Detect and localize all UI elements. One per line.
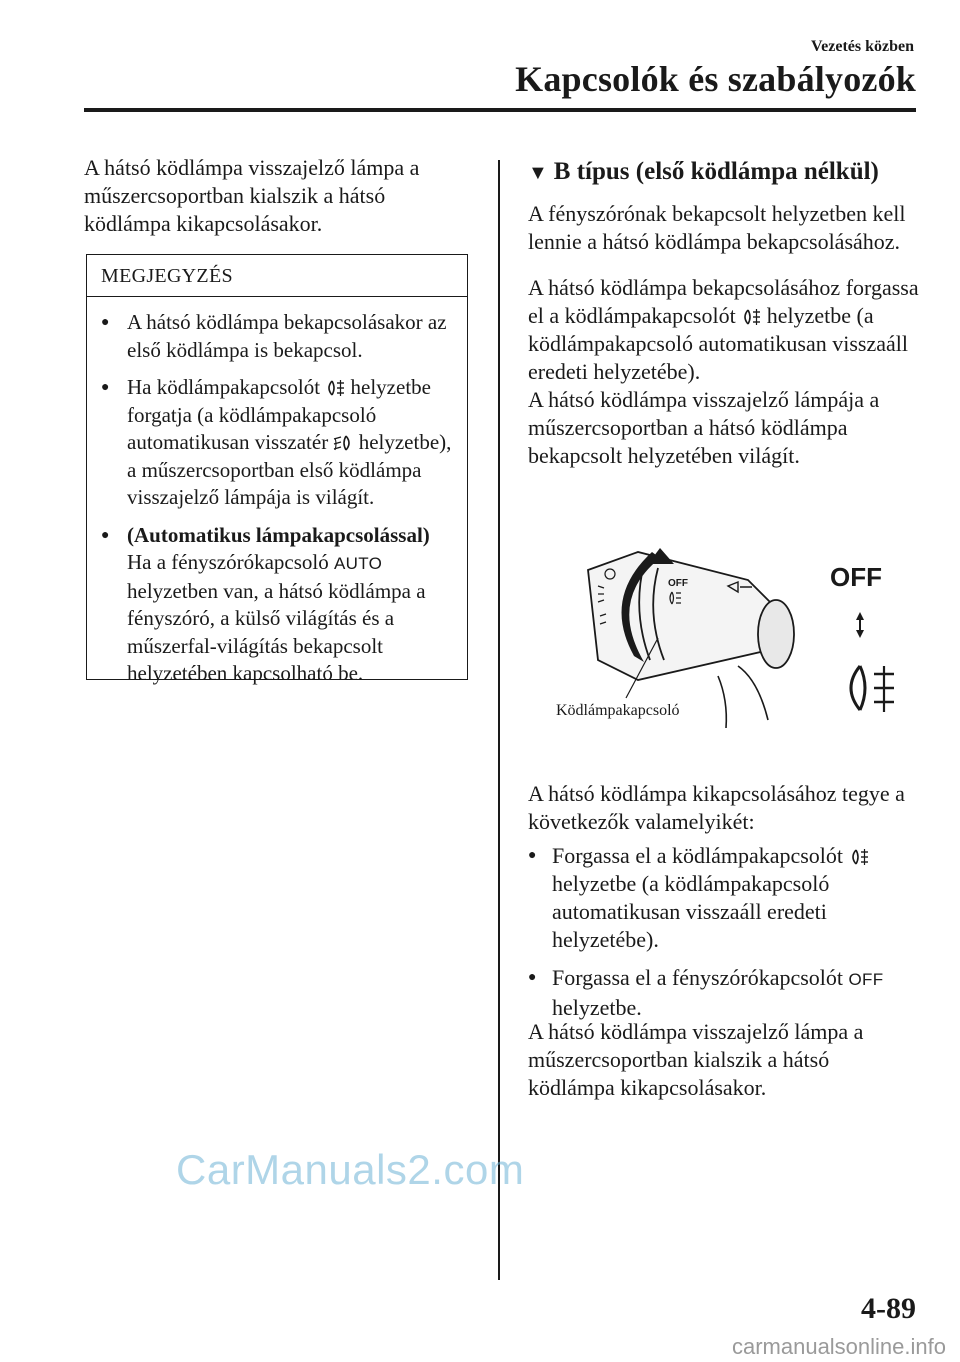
paragraph-4: A hátsó ködlámpa visszajelző lámpa a műszercsoportban kialszik a hátsó ködlámpa kikapcsolásakor.: [528, 1019, 864, 1100]
bullet-icon: ●: [101, 315, 110, 330]
paragraph-3: A hátsó ködlámpa kikapcsolásához tegye a következők valamelyikét:: [528, 781, 905, 834]
column-divider: [498, 160, 500, 1280]
paragraph-2: A hátsó ködlámpa bekapcsolásához forgassa el a ködlámpakapcsolót helyzetbe (a ködlámpakapcsoló automatikusan visszaáll eredeti helyzetébe). A hátsó ködlámpa visszajelző lámpája a műszercsoportban a hátsó ködlámpa bekapcsolt helyzetében világít.: [528, 275, 919, 468]
footer-watermark: carmanualsonline.info: [731, 1334, 946, 1359]
bullet-icon: ●: [528, 970, 537, 985]
auto-symbol: AUTO: [334, 554, 383, 573]
stalk-off-label: OFF: [668, 578, 688, 589]
intro-paragraph: A hátsó ködlámpa visszajelző lámpa a műszercsoportban kialszik a hátsó ködlámpa kikapcsolásakor.: [84, 155, 420, 236]
header-rule: [84, 108, 916, 112]
off-steps-list: [528, 842, 920, 1032]
note-heading: MEGJEGYZÉS: [87, 255, 467, 297]
note-box: [86, 254, 468, 685]
paragraph-1: A fényszórónak bekapcsolt helyzetben kell lennie a hátsó ködlámpa bekapcsolásához.: [528, 201, 906, 254]
front-fog-icon: [333, 434, 353, 452]
rear-fog-large-icon: [851, 666, 894, 712]
section-label: Vezetés közben: [811, 38, 914, 55]
double-arrow-icon: [856, 612, 864, 638]
list-item: ● Forgassa el a fényszórókapcsolót OFF helyzetbe.: [528, 965, 884, 1020]
bullet-icon: ●: [101, 380, 110, 395]
figure-caption: Ködlámpakapcsoló: [556, 702, 680, 719]
note-list: [87, 297, 467, 688]
section-heading: ▼ B típus (első ködlámpa nélkül): [528, 158, 879, 185]
page-title: Kapcsolók és szabályozók: [515, 59, 916, 99]
off-symbol: OFF: [848, 970, 884, 989]
page-number: 4-89: [861, 1292, 916, 1325]
off-position-label: OFF: [830, 562, 882, 592]
bullet-icon: ●: [528, 848, 537, 863]
list-item: ● (Automatikus lámpakapcsolással) Ha a fényszórókapcsoló AUTO helyzetben van, a hátsó ködlámpa a fényszóró, a külső világítás és a műszerfal-világítás bekapcsolt helyzetében kapcsolható be.: [101, 522, 430, 685]
fog-switch-figure: [548, 530, 920, 730]
rear-fog-icon: [849, 848, 869, 866]
triangle-marker-icon: ▼: [528, 162, 548, 184]
list-item: ● A hátsó ködlámpa bekapcsolásakor az első ködlámpa is bekapcsol.: [101, 310, 447, 362]
watermark-logo: CarManuals2.com: [176, 1146, 525, 1193]
rear-fog-icon: [325, 379, 345, 397]
rear-fog-icon: [741, 308, 761, 326]
list-item: ● Forgassa el a ködlámpakapcsolót helyzetbe (a ködlámpakapcsoló automatikusan visszaáll eredeti helyzetébe).: [528, 842, 920, 954]
list-item: ● Ha ködlámpakapcsolót helyzetbe forgatja (a ködlámpakapcsoló automatikusan visszatér helyzetbe), a műszercsoportban első ködlámpa visszajelző lámpája is világít.: [101, 375, 452, 509]
bullet-icon: ●: [101, 527, 110, 543]
